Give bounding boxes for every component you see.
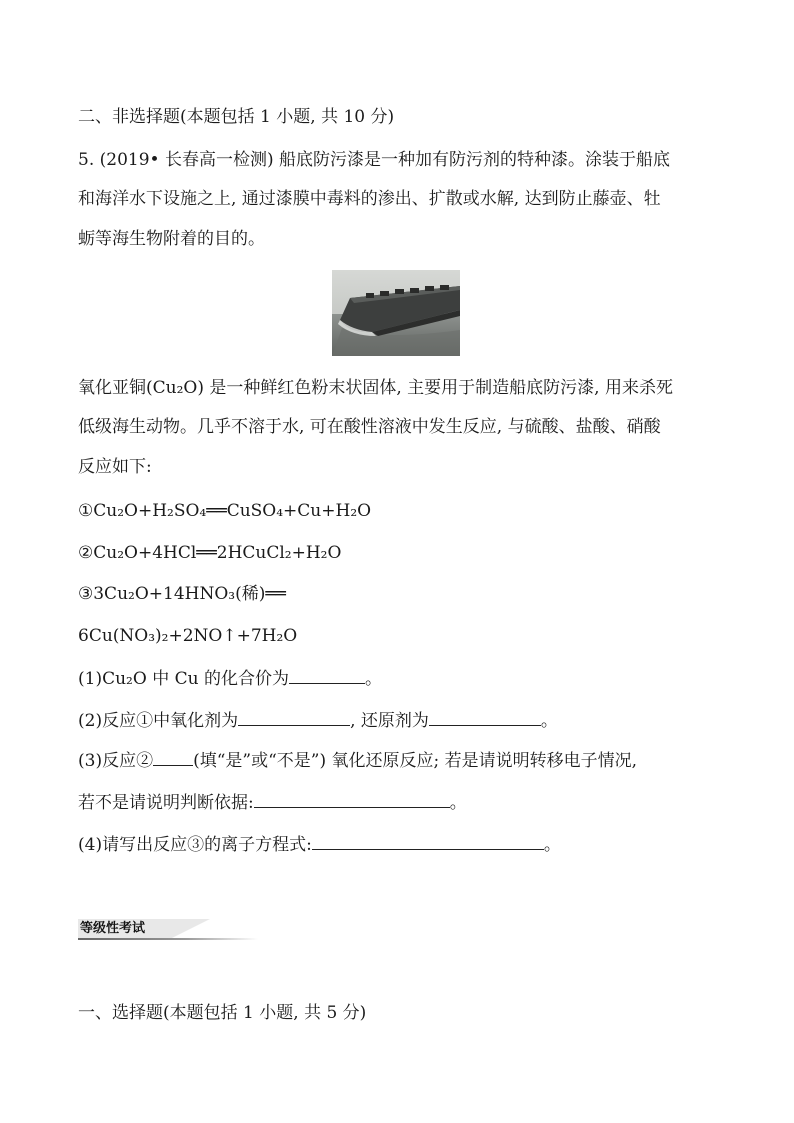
- cargo-ship-photo: [332, 270, 460, 356]
- subquestion-3-text-c: 若不是请说明判断依据:: [78, 793, 254, 813]
- question5-intro-line1: 5. (2019• 长春高一检测) 船底防污漆是一种加有防污剂的特种漆。涂装于船底: [78, 150, 670, 170]
- answer-blank-reductant[interactable]: [429, 709, 541, 726]
- section-header-choice: 一、选择题(本题包括 1 小题, 共 5 分): [78, 1003, 367, 1023]
- subquestion-4-end: 。: [543, 835, 561, 855]
- subquestion-2: [78, 709, 558, 732]
- subquestion-3-line2: [78, 791, 467, 814]
- subquestion-1: [78, 667, 382, 690]
- question5-desc-line1: 氧化亚铜(Cu₂O) 是一种鲜红色粉末状固体, 主要用于制造船底防污漆, 用来杀死: [78, 378, 673, 398]
- subquestion-2-text: (2)反应①中氧化剂为: [78, 711, 239, 731]
- answer-blank-ionic-equation[interactable]: [312, 833, 544, 850]
- equation-2: ②Cu₂O+4HCl══2HCuCl₂+H₂O: [78, 543, 342, 563]
- subquestion-4: [78, 833, 561, 856]
- answer-blank-reason[interactable]: [254, 791, 450, 808]
- subquestion-3-text-b: (填“是”或“不是”) 氧化还原反应; 若是请说明转移电子情况,: [193, 751, 638, 771]
- subquestion-4-text: (4)请写出反应③的离子方程式:: [78, 835, 312, 855]
- subquestion-2-end: 。: [540, 711, 558, 731]
- subquestion-3-end: 。: [449, 793, 467, 813]
- question5-intro-line2: 和海洋水下设施之上, 通过漆膜中毒料的渗出、扩散或水解, 达到防止藤壶、牡: [78, 189, 661, 209]
- subquestion-3-line1: [78, 749, 637, 772]
- equation-3-line2: 6Cu(NO₃)₂+2NO↑+7H₂O: [78, 626, 298, 646]
- subquestion-2-mid: , 还原剂为: [350, 711, 429, 731]
- equation-1: ①Cu₂O+H₂SO₄══CuSO₄+Cu+H₂O: [78, 501, 372, 521]
- level-exam-label: 等级性考试: [80, 921, 146, 936]
- subquestion-1-text: (1)Cu₂O 中 Cu 的化合价为: [78, 669, 289, 689]
- question5-desc-line2: 低级海生动物。几乎不溶于水, 可在酸性溶液中发生反应, 与硫酸、盐酸、硝酸: [78, 417, 661, 437]
- level-exam-badge: [78, 919, 268, 939]
- question5-desc-line3: 反应如下:: [78, 457, 152, 477]
- section-header-nonchoice: 二、非选择题(本题包括 1 小题, 共 10 分): [78, 107, 395, 127]
- answer-blank-is-redox[interactable]: [153, 749, 193, 766]
- equation-3-line1: ③3Cu₂O+14HNO₃(稀)══: [78, 584, 286, 604]
- answer-blank-valence[interactable]: [289, 667, 365, 684]
- cargo-ship-icon: [332, 270, 460, 356]
- answer-blank-oxidant[interactable]: [238, 709, 350, 726]
- badge-tail: [170, 919, 210, 939]
- subquestion-1-end: 。: [364, 669, 382, 689]
- question5-intro-line3: 蛎等海生物附着的目的。: [78, 229, 265, 249]
- subquestion-3-text: (3)反应②: [78, 751, 154, 771]
